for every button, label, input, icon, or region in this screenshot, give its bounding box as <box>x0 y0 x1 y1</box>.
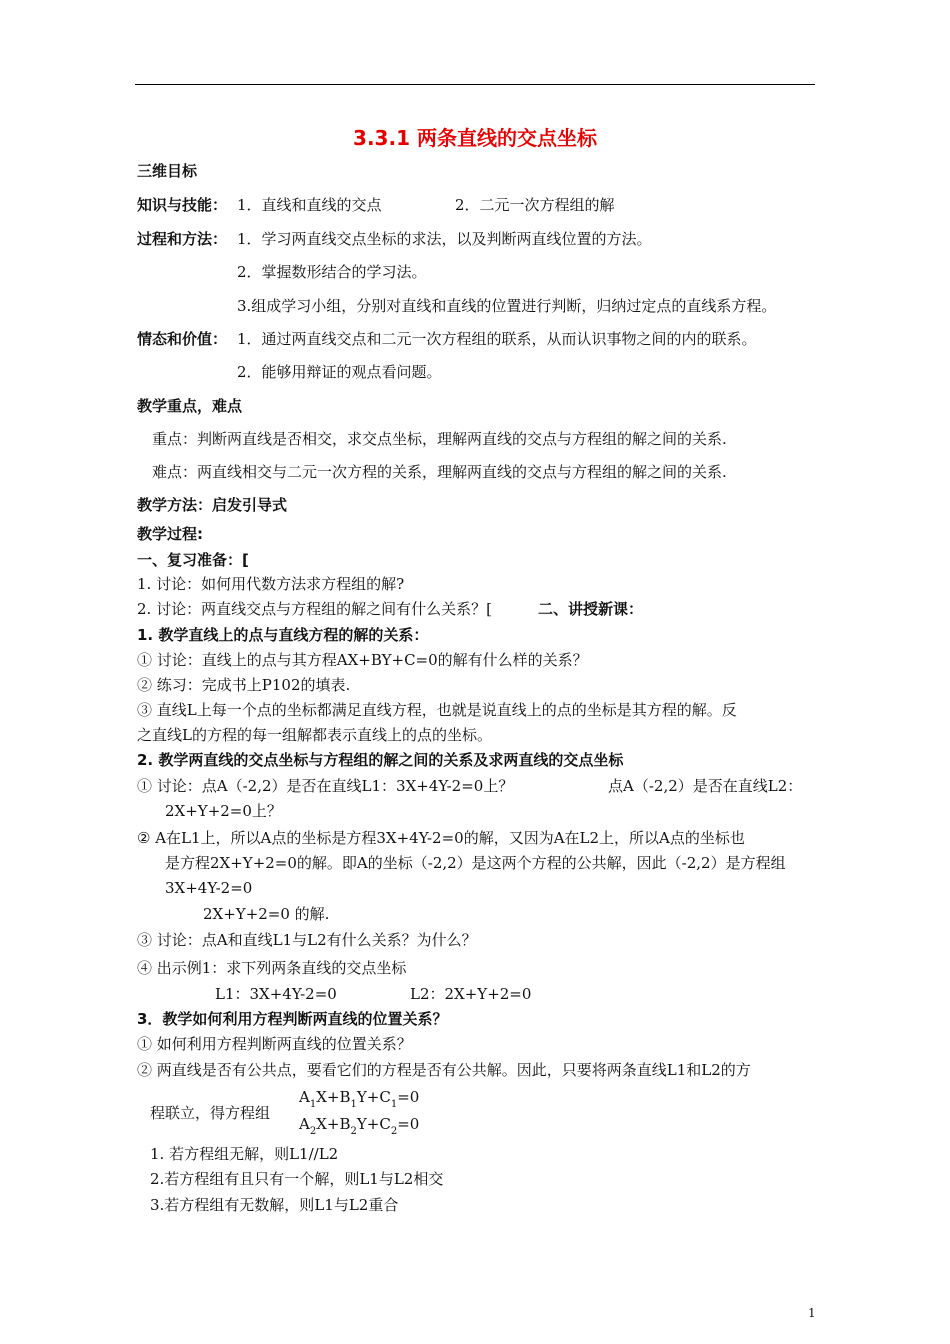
part2-item-2-line2: 是方程2X+Y+2=0的解。即A的坐标（-2,2）是这两个方程的公共解，因此（-2,2）是方程组 <box>165 854 786 872</box>
process-heading: 教学过程: <box>137 525 203 543</box>
example-line-l2: L2：2X+Y+2=0 <box>410 985 532 1003</box>
general-equation-2: $A_2X+B_2Y+C_2=0$ <box>299 1115 420 1137</box>
system-eq-1: 3X+4Y-2=0 <box>165 879 253 897</box>
process-item-2: 2．掌握数形结合的学习法。 <box>237 263 427 281</box>
part2-item-3: ③ 讨论：点A和直线L1与L2有什么关系？为什么？ <box>137 931 477 949</box>
knowledge-label: 知识与技能： <box>137 196 228 214</box>
part2-item-2-line1: ② A在L1上，所以A点的坐标是方程3X+4Y-2=0的解，又因为A在L2上，所以A点的坐标也 <box>137 829 745 847</box>
part2-item-1-right: 点A（-2,2）是否在直线L2： <box>608 777 803 795</box>
example-line-l1: L1：3X+4Y-2=0 <box>215 985 337 1003</box>
teaching-method: 教学方法：启发引导式 <box>137 496 288 514</box>
part1-item-1: ① 讨论：直线上的点与其方程AX+BY+C=0的解有什么样的关系？ <box>137 651 588 669</box>
part2-item-1: ① 讨论：点A（-2,2）是否在直线L1：3X+4Y-2=0上？ <box>137 777 514 795</box>
review-item-1: 1. 讨论：如何用代数方法求方程组的解? <box>137 575 405 593</box>
process-item-1: 1．学习两直线交点坐标的求法，以及判断两直线位置的方法。 <box>237 230 652 248</box>
part2-item-4: ④ 出示例1：求下列两条直线的交点坐标 <box>137 959 407 977</box>
review-item-2: 2. 讨论：两直线交点与方程组的解之间有什么关系？[ <box>137 600 492 618</box>
part1-item-3-line2: 之直线L的方程的每一组解都表示直线上的点的坐标。 <box>137 726 492 744</box>
part2-heading: 2. 教学两直线的交点坐标与方程组的解之间的关系及求两直线的交点坐标 <box>137 751 624 769</box>
system-eq-2: 2X+Y+2=0 的解. <box>203 905 330 923</box>
emotion-label: 情态和价值： <box>137 330 228 348</box>
part3-item-1: ① 如何利用方程判断两直线的位置关系？ <box>137 1035 412 1053</box>
emotion-item-2: 2．能够用辩证的观点看问题。 <box>237 363 442 381</box>
part3-item-2-line2: 程联立，得方程组 <box>150 1104 271 1122</box>
goals-heading: 三维目标 <box>137 162 198 180</box>
knowledge-item-2: 2．二元一次方程组的解 <box>455 196 615 214</box>
review-heading: 一、复习准备：[ <box>137 551 249 569</box>
difficult-point: 难点：两直线相交与二元一次方程的关系，理解两直线的交点与方程组的解之间的关系. <box>152 463 727 481</box>
page-title: 3.3.1 两条直线的交点坐标 <box>353 126 597 150</box>
part2-item-1-cont: 2X+Y+2=0上？ <box>165 802 282 820</box>
key-heading: 教学重点，难点 <box>137 397 243 415</box>
process-item-3: 3.组成学习小组，分别对直线和直线的位置进行判断，归纳过定点的直线系方程。 <box>237 297 777 315</box>
part3-item-2-line1: ② 两直线是否有公共点，要看它们的方程是否有公共解。因此，只要将两条直线L1和L2的方 <box>137 1061 751 1079</box>
knowledge-item-1: 1．直线和直线的交点 <box>237 196 382 214</box>
header-rule <box>135 84 815 85</box>
page-number: 1 <box>808 1306 816 1320</box>
part1-item-3-line1: ③ 直线L上每一个点的坐标都满足直线方程，也就是说直线上的点的坐标是其方程的解。反 <box>137 701 737 719</box>
new-lesson-heading: 二、讲授新课： <box>538 600 644 618</box>
general-equation-1: $A_1X+B_1Y+C_1=0$ <box>299 1088 420 1110</box>
part3-heading: 3．教学如何利用方程判断两直线的位置关系？ <box>137 1010 448 1028</box>
case-one-solution: 2.若方程组有且只有一个解，则L1与L2相交 <box>150 1170 444 1188</box>
key-point: 重点：判断两直线是否相交，求交点坐标，理解两直线的交点与方程组的解之间的关系. <box>152 430 727 448</box>
part1-heading: 1. 教学直线上的点与直线方程的解的关系： <box>137 626 429 644</box>
emotion-item-1: 1．通过两直线交点和二元一次方程组的联系，从而认识事物之间的内的联系。 <box>237 330 757 348</box>
case-infinite-solutions: 3.若方程组有无数解，则L1与L2重合 <box>150 1196 399 1214</box>
part1-item-2: ② 练习：完成书上P102的填表. <box>137 676 351 694</box>
case-no-solution: 1. 若方程组无解，则L1//L2 <box>150 1145 339 1163</box>
process-label: 过程和方法： <box>137 230 228 248</box>
